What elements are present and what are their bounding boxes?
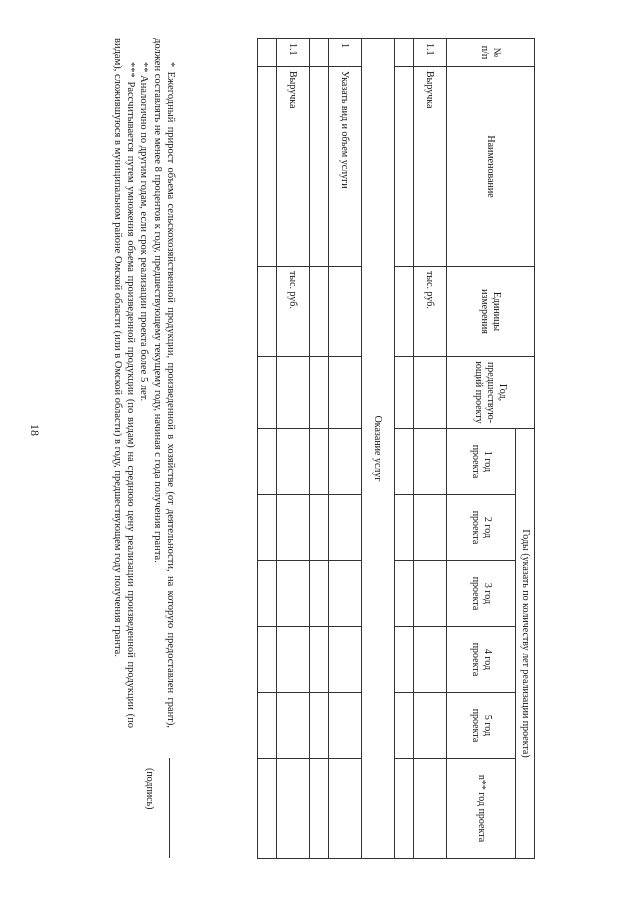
row-unit (329, 267, 362, 357)
cell-empty (258, 759, 277, 859)
header-year-n: n** год проекта (447, 759, 516, 859)
cell-empty (395, 429, 414, 495)
cell-empty (395, 693, 414, 759)
table-row-spacer (258, 39, 277, 859)
cell-empty (277, 759, 310, 859)
signature-label: (подпись) (144, 768, 155, 810)
cell-empty (258, 267, 277, 357)
cell-empty (310, 759, 329, 859)
rotated-content (65, 38, 535, 858)
cell-empty (310, 627, 329, 693)
table-row-spacer (310, 39, 329, 859)
cell-empty (310, 429, 329, 495)
cell-empty (258, 67, 277, 267)
header-num: № п/п (447, 39, 535, 67)
cell-empty (277, 429, 310, 495)
header-row (516, 39, 535, 859)
cell-empty (414, 429, 447, 495)
cell-empty (395, 39, 414, 67)
signature-line (169, 758, 170, 858)
row-num: 1.1 (414, 39, 447, 67)
cell-empty (310, 39, 329, 67)
cell-empty (329, 627, 362, 693)
cell-empty (277, 561, 310, 627)
cell-empty (277, 495, 310, 561)
project-revenue-table (257, 38, 535, 859)
cell-empty (258, 693, 277, 759)
header-year-1: 1 год проекта (447, 429, 516, 495)
cell-empty (395, 357, 414, 429)
cell-empty (258, 627, 277, 693)
row-name: Выручка (414, 67, 447, 267)
cell-empty (329, 429, 362, 495)
row-name: Указать вид и объем услуги (329, 67, 362, 267)
table-row (277, 39, 310, 859)
cell-empty (414, 561, 447, 627)
cell-empty (310, 561, 329, 627)
cell-empty (329, 357, 362, 429)
table-row (329, 39, 362, 859)
cell-empty (277, 693, 310, 759)
header-prev-year: Год, предшествую-ющий проекту (447, 357, 535, 429)
cell-empty (395, 67, 414, 267)
row-num: 1.1 (277, 39, 310, 67)
cell-empty (395, 759, 414, 859)
footnote-2: ** Аналогично по другим годам, если срок реализации проекта более 5 лет. (138, 62, 150, 402)
cell-empty (414, 357, 447, 429)
cell-empty (258, 39, 277, 67)
row-name: Выручка (277, 67, 310, 267)
header-unit: Единицы измерения (447, 267, 535, 357)
cell-empty (310, 495, 329, 561)
cell-empty (258, 429, 277, 495)
cell-empty (395, 627, 414, 693)
cell-empty (329, 561, 362, 627)
header-year-2: 2 год проекта (447, 495, 516, 561)
header-year-5: 5 год проекта (447, 693, 516, 759)
footnote-3: *** Рассчитывается путем умножения объема произведенной продукции (по видам) на среднюю цену реализации произведенной продукции (по видам), сложившуюся в муниципальном районе Омской области (или в Омской области) в году, предшествующем году получения гранта. (111, 38, 137, 728)
cell-empty (258, 561, 277, 627)
cell-empty (414, 759, 447, 859)
table-row-spacer (395, 39, 414, 859)
cell-empty (329, 759, 362, 859)
cell-empty (277, 627, 310, 693)
header-name: Наименование (447, 67, 535, 267)
header-years-group: Годы (указать по количеству лет реализации проекта) (516, 429, 535, 859)
cell-empty (310, 67, 329, 267)
table-section-row (362, 39, 395, 859)
cell-empty (258, 357, 277, 429)
cell-empty (310, 357, 329, 429)
row-unit: тыс. руб. (277, 267, 310, 357)
section-title: Оказание услуг (362, 39, 395, 859)
header-year-3: 3 год проекта (447, 561, 516, 627)
footnote-1: * Ежегодный прирост объема сельскохозяйственной продукции, произведенной в хозяйстве (от деятельности, на которую предоставлен грант), должен составлять не менее 8 процентов к году, предшествующему текущему году, начиная с года получения гранта. (151, 38, 176, 728)
cell-empty (310, 693, 329, 759)
cell-empty (277, 357, 310, 429)
cell-empty (329, 693, 362, 759)
footnotes (110, 38, 177, 728)
cell-empty (329, 495, 362, 561)
cell-empty (395, 561, 414, 627)
cell-empty (395, 267, 414, 357)
cell-empty (310, 267, 329, 357)
cell-empty (414, 627, 447, 693)
cell-empty (414, 693, 447, 759)
cell-empty (414, 495, 447, 561)
cell-empty (395, 495, 414, 561)
table-row (414, 39, 447, 859)
row-unit: тыс. руб. (414, 267, 447, 357)
header-year-4: 4 год проекта (447, 627, 516, 693)
row-num: 1 (329, 39, 362, 67)
page-number: 18 (28, 424, 42, 436)
cell-empty (258, 495, 277, 561)
